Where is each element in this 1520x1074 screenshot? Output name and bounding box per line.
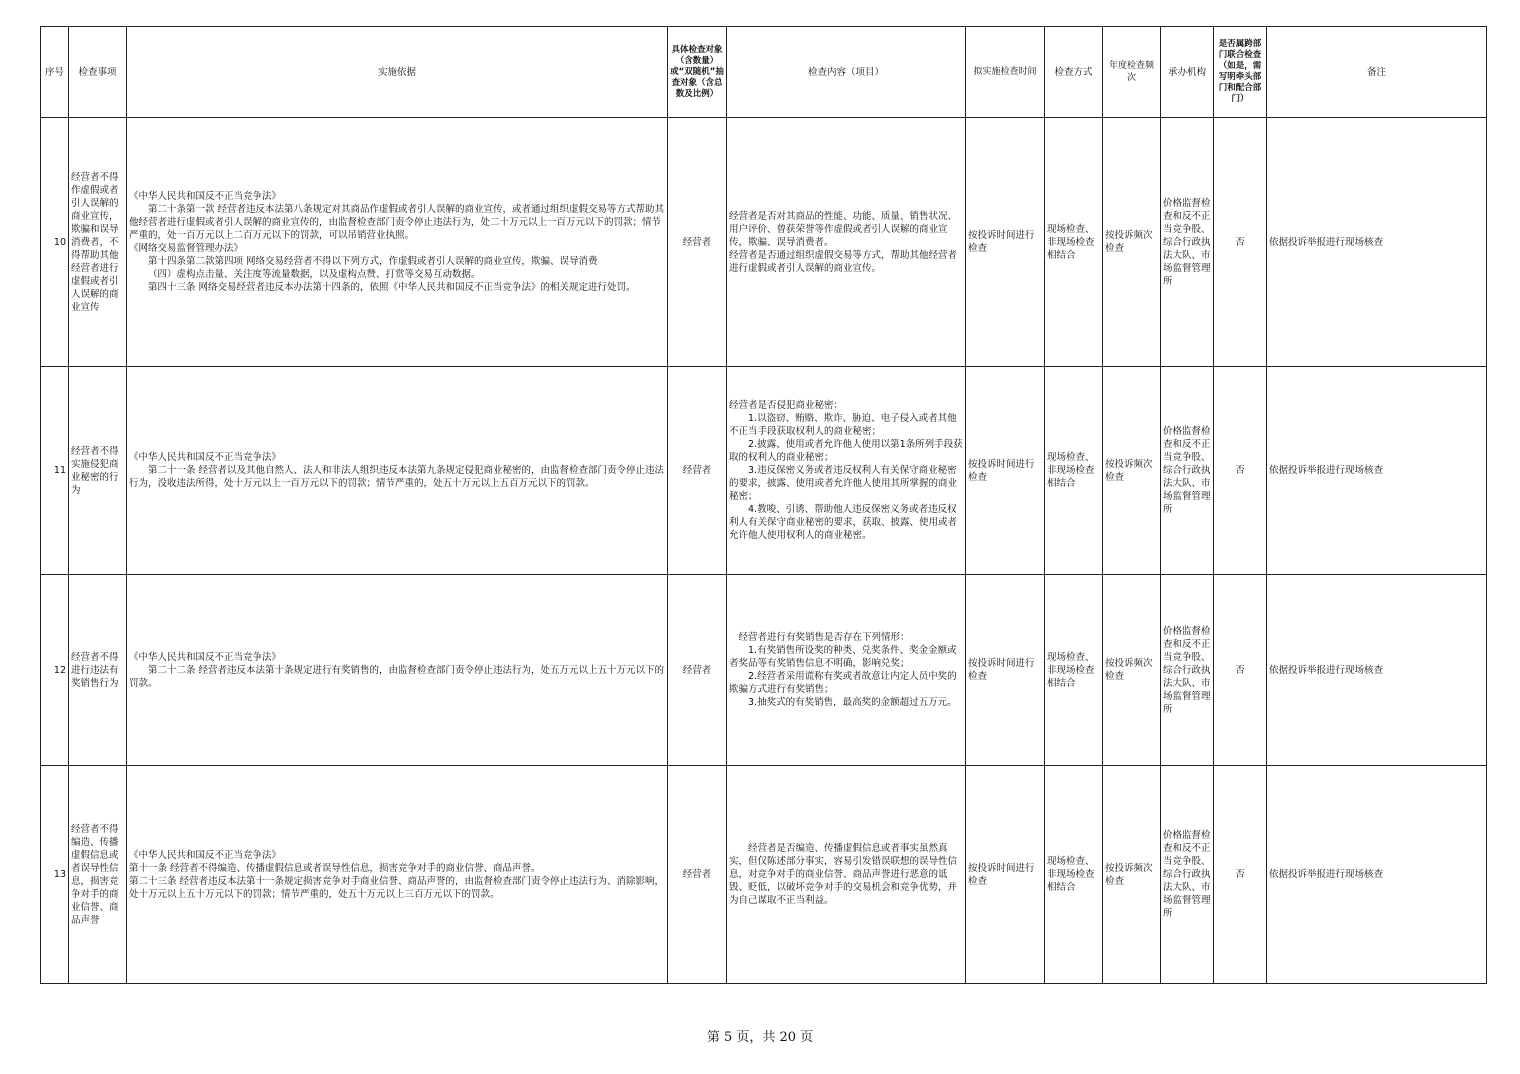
- header-freq: 年度检查频次: [1103, 27, 1161, 118]
- row-joint: 否: [1214, 367, 1267, 575]
- row-method: 现场检查、非现场检查相结合: [1045, 367, 1103, 575]
- row-time: 按投诉时间进行检查: [966, 118, 1045, 367]
- content-line: 经营者进行有奖销售是否存在下列情形：: [738, 632, 910, 643]
- content-line: 2.经营者采用谎称有奖或者故意让内定人员中奖的欺骗方式进行有奖销售；: [729, 671, 957, 695]
- row-freq: 按投诉频次检查: [1103, 766, 1161, 984]
- content-line: 经营者是否对其商品的性能、功能、质量、销售状况、用户评价、曾获荣誉等作虚假或者引人误解的商业宣传，欺骗、误导消费者。: [729, 210, 958, 248]
- table-row: [41, 575, 1487, 766]
- header-org: 承办机构: [1161, 27, 1214, 118]
- header-time: 拟实施检查时间: [966, 27, 1045, 118]
- row-no: 10: [41, 118, 69, 367]
- basis-line: 第二十一条 经营者以及其他自然人、法人和非法人组织违反本法第九条规定侵犯商业秘密的，由监督检查部门责令停止违法行为，没收违法所得，处十万元以上一百万元以下的罚款；情节严重的，处五十万元以上五百万元以下的罚款。: [129, 465, 665, 489]
- row-note: 依据投诉举报进行现场核查: [1267, 118, 1487, 367]
- row-target: 经营者: [668, 367, 727, 575]
- row-joint: 否: [1214, 766, 1267, 984]
- table-header-row: [41, 27, 1487, 118]
- content-line: 3.违反保密义务或者违反权利人有关保守商业秘密的要求，披露、使用或者允许他人使用其所掌握的商业秘密；: [729, 465, 958, 502]
- header-item: 检查事项: [69, 27, 127, 118]
- row-org: 价格监督检查和反不正当竞争股、综合行政执法大队、市场监督管理所: [1161, 367, 1214, 575]
- header-basis: 实施依据: [127, 27, 668, 118]
- basis-line: 《网络交易监督管理办法》: [129, 243, 244, 254]
- row-joint: 否: [1214, 118, 1267, 367]
- content-line: 1.有奖销售所设奖的种类、兑奖条件、奖金金额或者奖品等有奖销售信息不明确，影响兑奖；: [729, 645, 957, 669]
- row-basis: [127, 766, 668, 984]
- content-line: 1.以盗窃、贿赂、欺诈、胁迫、电子侵入或者其他不正当手段获取权利人的商业秘密；: [729, 413, 957, 437]
- row-org: 价格监督检查和反不正当竞争股、综合行政执法大队、市场监督管理所: [1161, 118, 1214, 367]
- row-target: 经营者: [668, 118, 727, 367]
- header-note: 备注: [1267, 27, 1487, 118]
- row-time: 按投诉时间进行检查: [966, 575, 1045, 766]
- table-row: [41, 367, 1487, 575]
- row-method: 现场检查、非现场检查相结合: [1045, 766, 1103, 984]
- header-content: 检查内容（项目）: [727, 27, 966, 118]
- row-time: 按投诉时间进行检查: [966, 766, 1045, 984]
- content-line: 经营者是否通过组织虚假交易等方式，帮助其他经营者进行虚假或者引人误解的商业宣传。: [729, 249, 958, 274]
- row-no: 13: [41, 766, 69, 984]
- table-row: [41, 766, 1487, 984]
- row-item: 经营者不得进行违法有奖销售行为: [69, 575, 127, 766]
- basis-line: 第二十二条 经营者违反本法第十条规定进行有奖销售的，由监督检查部门责令停止违法行为，处五万元以上五十万元以下的罚款。: [129, 664, 665, 689]
- content-line: 经营者是否侵犯商业秘密：: [729, 400, 844, 411]
- basis-line: 第二十三条 经营者违反本法第十一条规定损害竞争对手商业信誉、商品声誉的，由监督检查部门责令停止违法行为、消除影响，处十万元以上五十万元以下的罚款；情节严重的，处五十万元以上三百万元以下的罚款。: [129, 875, 665, 900]
- row-content: [727, 118, 966, 367]
- row-joint: 否: [1214, 575, 1267, 766]
- row-basis: [127, 118, 668, 367]
- row-method: 现场检查、非现场检查相结合: [1045, 118, 1103, 367]
- row-freq: 按投诉频次检查: [1103, 367, 1161, 575]
- row-target: 经营者: [668, 575, 727, 766]
- row-freq: 按投诉频次检查: [1103, 118, 1161, 367]
- row-method: 现场检查、非现场检查相结合: [1045, 575, 1103, 766]
- basis-line: 第十四条第二款第四项 网络交易经营者不得以下列方式，作虚假或者引人误解的商业宣传，欺骗、误导消费: [148, 256, 598, 267]
- basis-line: 《中华人民共和国反不正当竞争法》: [129, 191, 282, 202]
- row-basis: [127, 575, 668, 766]
- page-footer: 第 5 页，共 20 页: [706, 1030, 814, 1045]
- row-note: 依据投诉举报进行现场核查: [1267, 766, 1487, 984]
- basis-line: 第十一条 经营者不得编造、传播虚假信息或者误导性信息，损害竞争对手的商业信誉、商品声誉。: [129, 862, 541, 874]
- basis-line: 《中华人民共和国反不正当竞争法》: [129, 849, 282, 861]
- header-joint: 是否属跨部门联合检查（如是，需写明牵头部门和配合部门）: [1214, 27, 1267, 118]
- table-row: [41, 118, 1487, 367]
- row-time: 按投诉时间进行检查: [966, 367, 1045, 575]
- content-line: 经营者是否编造、传播虚假信息或者事实虽然真实，但仅陈述部分事实，容易引发错误联想的误导性信息，对竞争对手的商业信誉、商品声誉进行恶意的诋毁、贬低，以破坏竞争对手的交易机会和竞争优势，并为自己谋取不正当利益。: [729, 843, 958, 906]
- row-no: 12: [41, 575, 69, 766]
- content-line: 2.披露、使用或者允许他人使用以第1条所列手段获取的权利人的商业秘密；: [729, 439, 963, 463]
- row-item: 经营者不得实施侵犯商业秘密的行为: [69, 367, 127, 575]
- row-org: 价格监督检查和反不正当竞争股、综合行政执法大队、市场监督管理所: [1161, 766, 1214, 984]
- row-target: 经营者: [668, 766, 727, 984]
- inspection-table: [40, 26, 1487, 984]
- row-basis: [127, 367, 668, 575]
- header-target: 具体检查对象（含数量）或“双随机”抽查对象（含总数及比例）: [668, 27, 727, 118]
- row-content: [727, 367, 966, 575]
- row-content: [727, 575, 966, 766]
- row-note: 依据投诉举报进行现场核查: [1267, 367, 1487, 575]
- row-content: [727, 766, 966, 984]
- basis-line: 《中华人民共和国反不正当竞争法》: [129, 651, 282, 663]
- header-no: 序号: [41, 27, 69, 118]
- basis-line: （四）虚构点击量、关注度等流量数据，以及虚构点赞、打赏等交易互动数据。: [148, 269, 481, 280]
- content-line: 4.教唆、引诱、帮助他人违反保密义务或者违反权利人有关保守商业秘密的要求，获取、披露、使用或者允许他人使用权利人的商业秘密。: [729, 504, 958, 541]
- header-method: 检查方式: [1045, 27, 1103, 118]
- row-no: 11: [41, 367, 69, 575]
- row-freq: 按投诉频次检查: [1103, 575, 1161, 766]
- row-item: 经营者不得编造、传播虚假信息或者误导性信息，损害竞争对手的商业信誉、商品声誉: [69, 766, 127, 984]
- content-line: 3.抽奖式的有奖销售，最高奖的金额超过五万元。: [748, 697, 957, 708]
- row-org: 价格监督检查和反不正当竞争股、综合行政执法大队、市场监督管理所: [1161, 575, 1214, 766]
- basis-line: 第四十三条 网络交易经营者违反本办法第十四条的，依照《中华人民共和国反不正当竞争法》的相关规定进行处罚。: [148, 282, 636, 293]
- row-item: 经营者不得作虚假或者引人误解的商业宣传，欺骗和误导消费者，不得帮助其他经营者进行虚假或者引人误解的商业宣传: [69, 118, 127, 367]
- row-note: 依据投诉举报进行现场核查: [1267, 575, 1487, 766]
- basis-line: 第二十条第一款 经营者违反本法第八条规定对其商品作虚假或者引人误解的商业宣传，或者通过组织虚假交易等方式帮助其他经营者进行虚假或者引人误解的商业宣传的，由监督检查部门责令停止违法行为，处二十万元以上一百万元以下的罚款；情节严重的，处一百万元以上二百万元以下的罚款，可以吊销营业执照。: [129, 204, 665, 241]
- basis-line: 《中华人民共和国反不正当竞争法》: [129, 452, 282, 463]
